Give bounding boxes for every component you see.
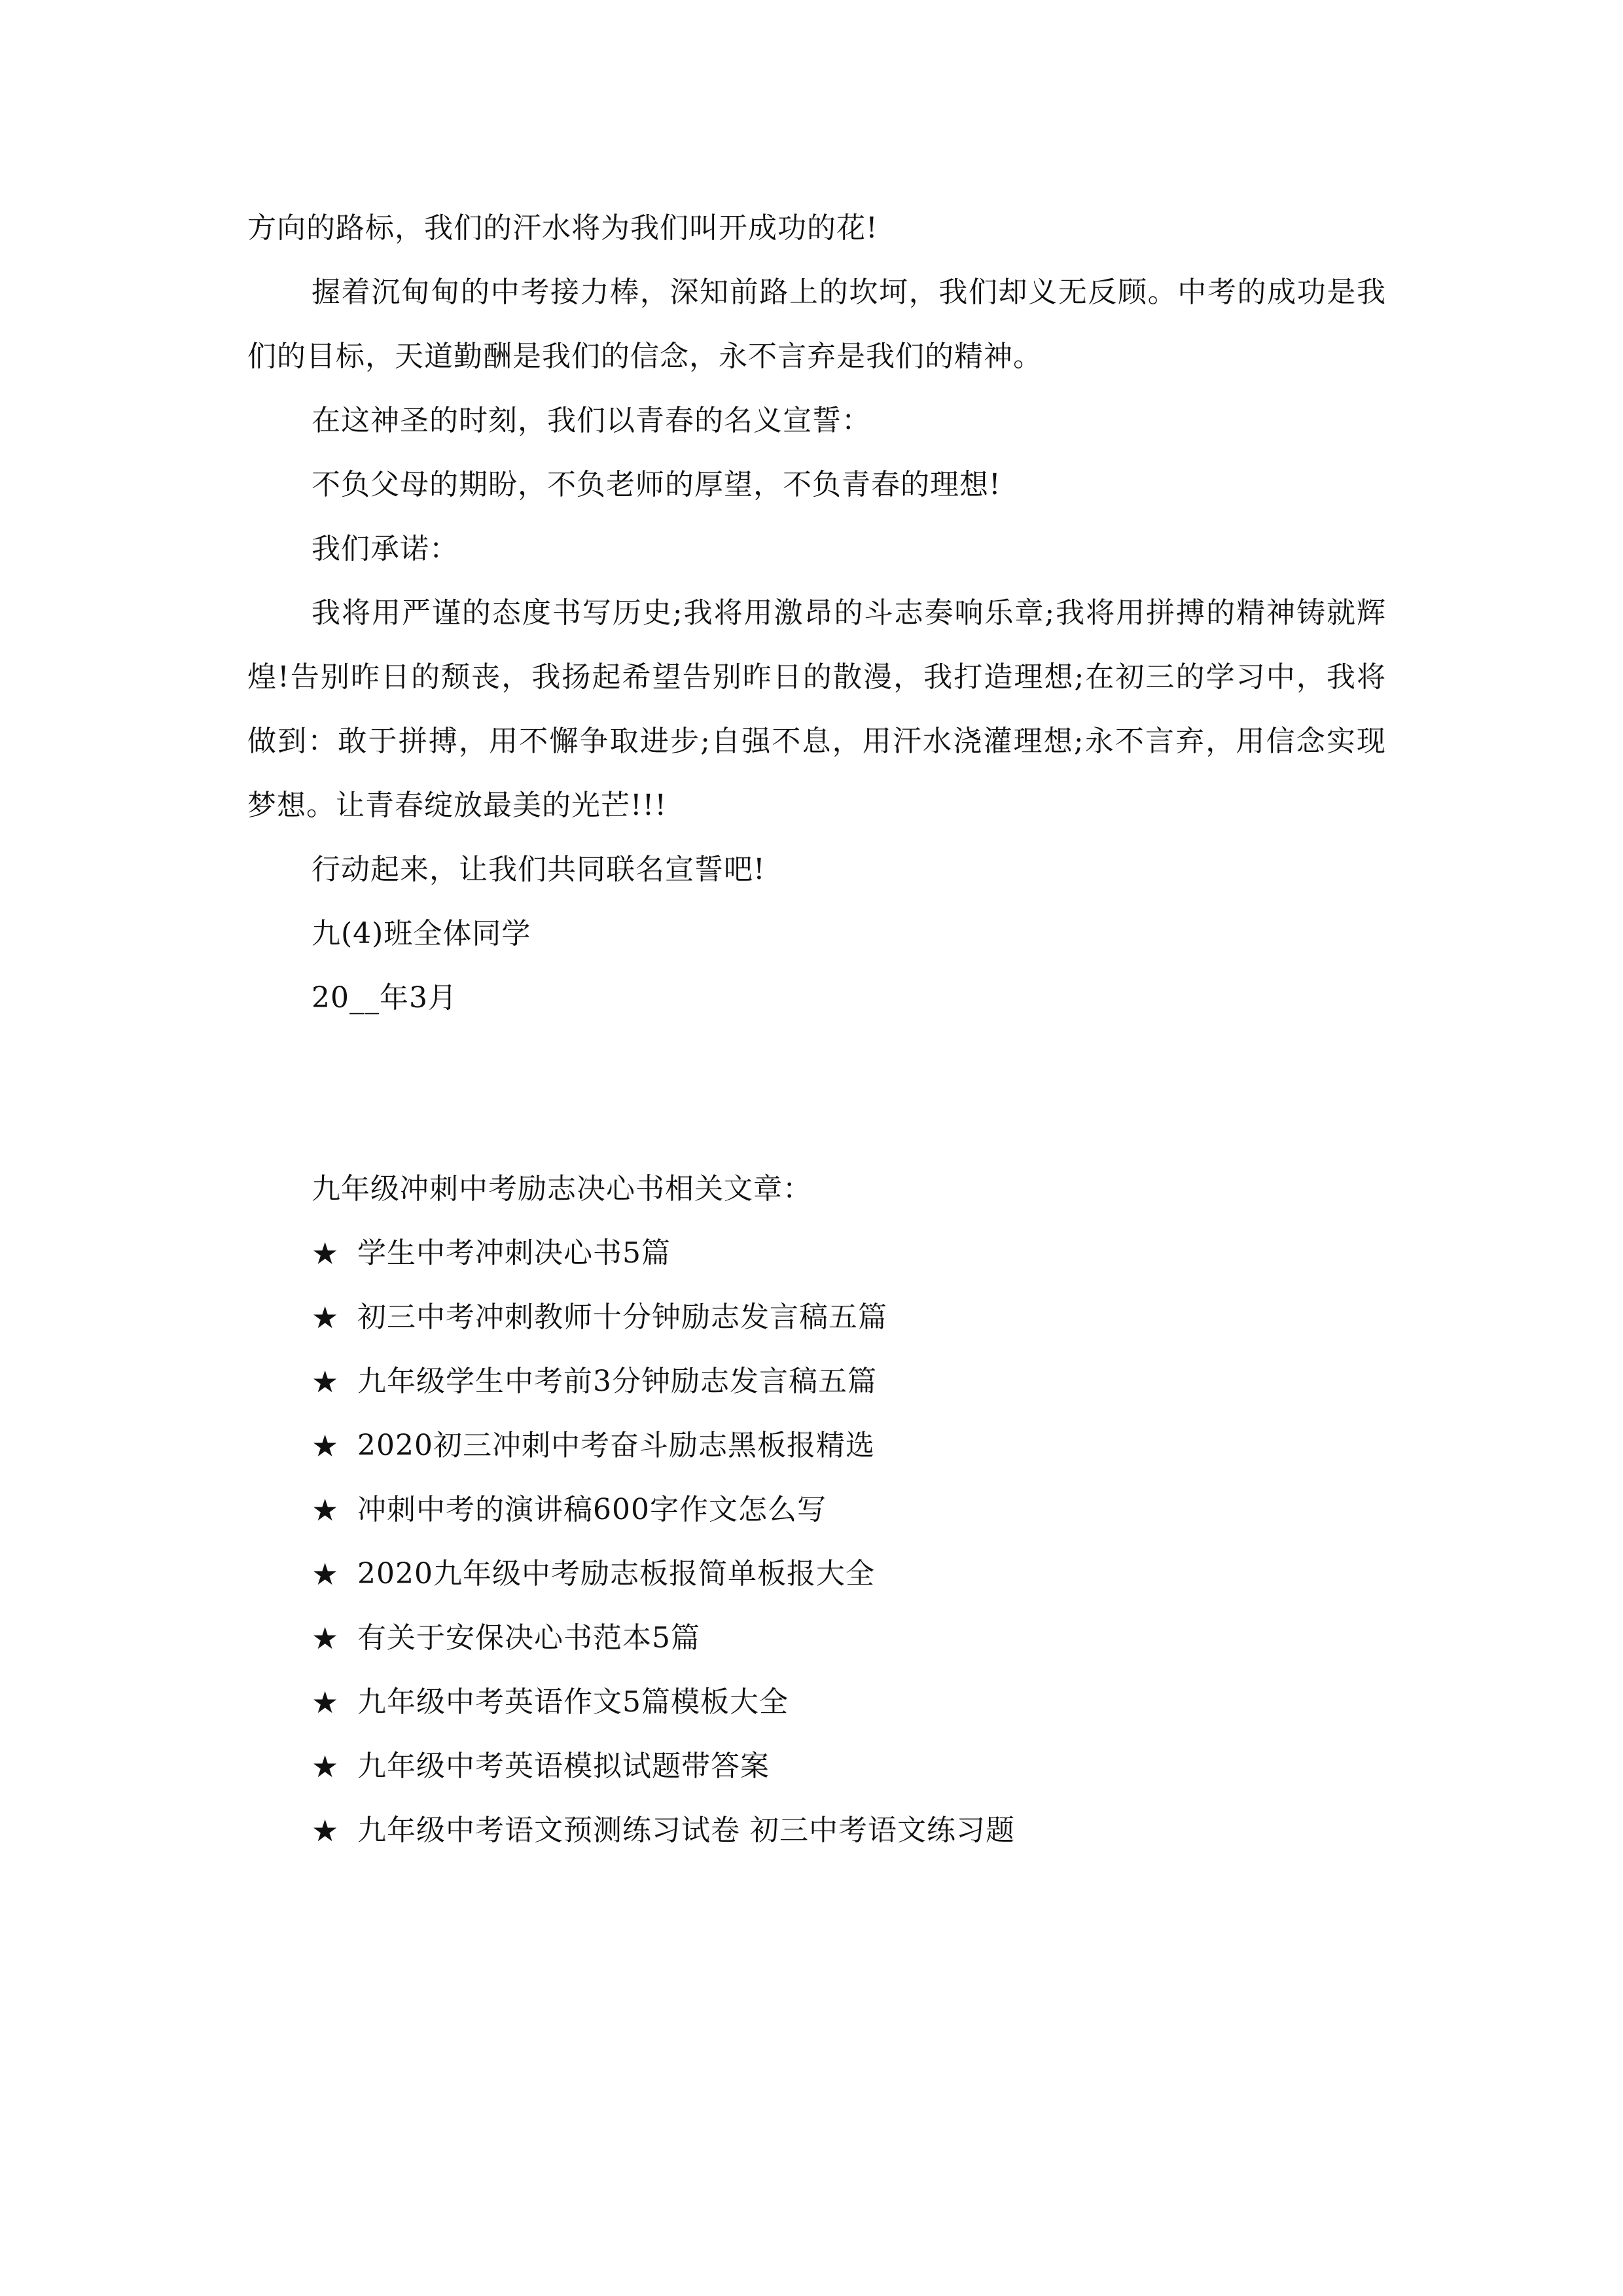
list-item <box>312 1478 1385 1542</box>
related-link[interactable]: 初三中考冲刺教师十分钟励志发言稿五篇 <box>357 1300 887 1334</box>
list-item <box>312 1285 1385 1350</box>
star-icon: ★ <box>312 1813 340 1848</box>
star-icon: ★ <box>312 1428 340 1463</box>
paragraph: 在这神圣的时刻，我们以青春的名义宣誓： <box>312 404 871 437</box>
paragraph: 握着沉甸甸的中考接力棒，深知前路上的坎坷，我们却义无反顾。中考的成功是我们的目标，天道勤酬是我们的信念，永不言弃是我们的精神。 <box>247 276 1386 373</box>
star-icon: ★ <box>312 1300 340 1335</box>
list-item <box>312 1350 1385 1414</box>
list-item <box>312 1542 1385 1606</box>
related-link[interactable]: 九年级中考英语模拟试题带答案 <box>357 1749 770 1783</box>
related-articles <box>312 1157 1385 1863</box>
related-link[interactable]: 九年级中考语文预测练习试卷 初三中考语文练习题 <box>357 1814 1015 1847</box>
list-item <box>312 1221 1385 1285</box>
paragraph: 方向的路标，我们的汗水将为我们叫开成功的花! <box>247 211 878 245</box>
related-link[interactable]: 2020初三冲刺中考奋斗励志黑板报精选 <box>357 1429 875 1462</box>
list-item <box>312 1734 1385 1799</box>
star-icon: ★ <box>312 1556 340 1592</box>
related-link[interactable]: 有关于安保决心书范本5篇 <box>357 1621 700 1655</box>
related-list <box>312 1221 1385 1863</box>
paragraph: 行动起来，让我们共同联名宣誓吧! <box>312 853 766 886</box>
list-item <box>312 1606 1385 1670</box>
related-heading: 九年级冲刺中考励志决心书相关文章： <box>312 1172 812 1206</box>
star-icon: ★ <box>312 1621 340 1656</box>
star-icon: ★ <box>312 1236 340 1271</box>
related-link[interactable]: 九年级学生中考前3分钟励志发言稿五篇 <box>357 1365 877 1398</box>
related-link[interactable]: 2020九年级中考励志板报简单板报大全 <box>357 1557 875 1590</box>
signature-line: 九(4)班全体同学 <box>312 917 531 950</box>
star-icon: ★ <box>312 1749 340 1784</box>
paragraph: 我将用严谨的态度书写历史;我将用激昂的斗志奏响乐章;我将用拼搏的精神铸就辉煌!告别昨日的颓丧，我扬起希望告别昨日的散漫，我打造理想;在初三的学习中，我将做到：敢于拼搏，用不懈争取进步;自强不息，用汗水浇灌理想;永不言弃，用信念实现梦想。让青春绽放最美的光芒!!! <box>247 596 1386 822</box>
list-item <box>312 1414 1385 1478</box>
related-link[interactable]: 九年级中考英语作文5篇模板大全 <box>357 1685 789 1719</box>
related-link[interactable]: 学生中考冲刺决心书5篇 <box>357 1236 671 1270</box>
list-item <box>312 1670 1385 1734</box>
date-line: 20__年3月 <box>312 981 457 1014</box>
list-item <box>312 1799 1385 1863</box>
paragraph: 我们承诺： <box>312 532 459 565</box>
paragraph: 不负父母的期盼，不负老师的厚望，不负青春的理想! <box>312 468 1001 501</box>
related-link[interactable]: 冲刺中考的演讲稿600字作文怎么写 <box>357 1493 827 1526</box>
star-icon: ★ <box>312 1364 340 1399</box>
star-icon: ★ <box>312 1492 340 1528</box>
body-text <box>247 196 1386 1030</box>
star-icon: ★ <box>312 1685 340 1720</box>
